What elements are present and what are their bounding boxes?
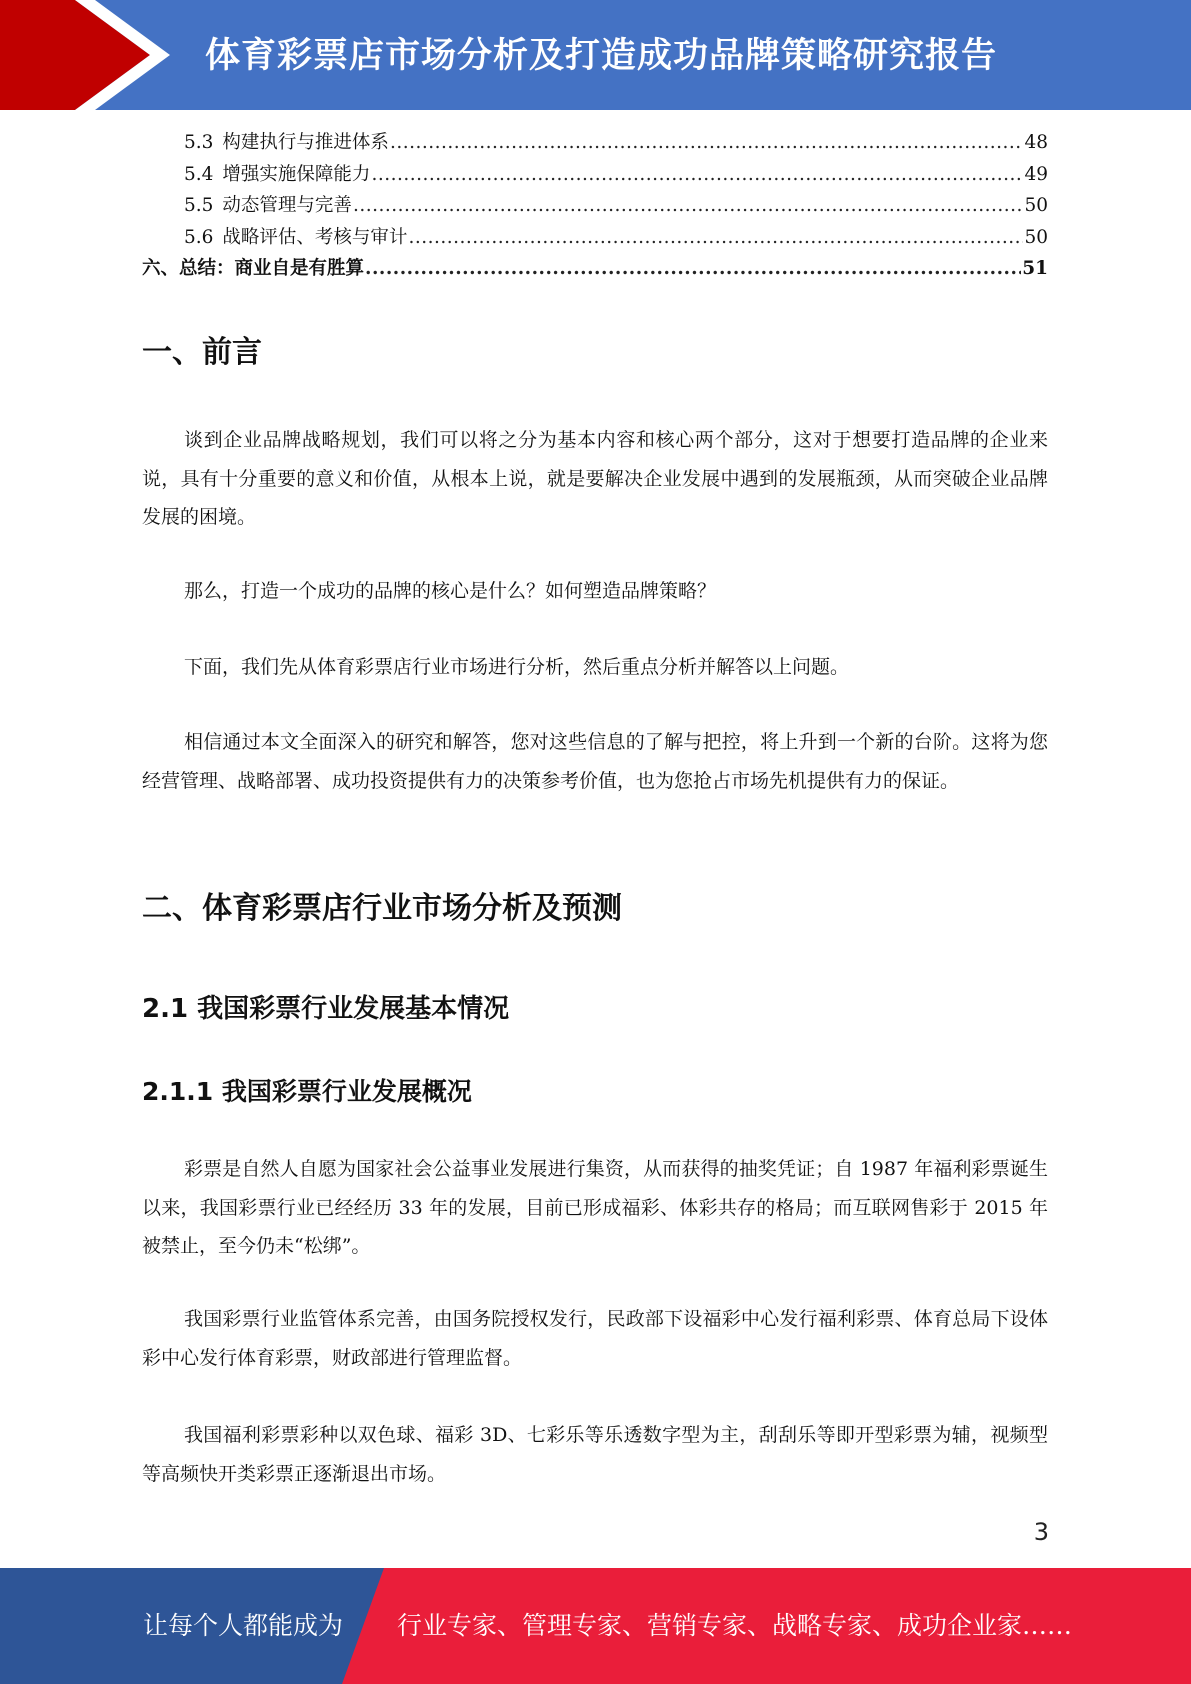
toc-entry-number: 5.4 [184,163,214,185]
footer-slogan-left: 让每个人都能成为 [143,1611,344,1640]
toc-entry-page: 51 [1022,258,1048,279]
toc-entry-page: 49 [1024,163,1048,185]
toc-leader-dots [408,227,1023,248]
page-number: 3 [1033,1518,1049,1546]
subsection-heading: 2.1 我国彩票行业发展基本情况 [142,994,510,1024]
body-paragraph: 彩票是自然人自愿为国家社会公益事业发展进行集资，从而获得的抽奖凭证；自 1987 年福利彩票诞生以来，我国彩票行业已经经历 33 年的发展，目前已形成福彩、体彩共存的格局；而互联网售彩于 2015 年被禁止，至今仍未“松绑”。 [142,1158,1048,1257]
body-paragraph: 相信通过本文全面深入的研究和解答，您对这些信息的了解与把控，将上升到一个新的台阶。这将为您经营管理、战略部署、成功投资提供有力的决策参考价值，也为您抢占市场先机提供有力的保证。 [142,731,1048,792]
toc-entry[interactable] [142,223,1048,255]
toc-leader-dots [365,258,1021,279]
footer-slogan-right: 行业专家、管理专家、营销专家、战略专家、成功企业家…… [397,1611,1073,1640]
body-paragraph: 我国彩票行业监管体系完善，由国务院授权发行，民政部下设福彩中心发行福利彩票、体育总局下设体彩中心发行体育彩票，财政部进行管理监督。 [142,1308,1048,1369]
toc-entry-page: 48 [1024,132,1048,153]
subsubsection-heading: 2.1.1 我国彩票行业发展概况 [142,1077,472,1106]
body-paragraph: 谈到企业品牌战略规划，我们可以将之分为基本内容和核心两个部分，这对于想要打造品牌的企业来说，具有十分重要的意义和价值，从根本上说，就是要解决企业发展中遇到的发展瓶颈，从而突破企业品牌发展的困境。 [142,429,1048,528]
toc-entry[interactable] [142,160,1048,192]
header-banner [0,0,1191,110]
toc-leader-dots [371,164,1023,185]
toc-entry-page: 50 [1024,195,1048,216]
body-paragraph: 我国福利彩票彩种以双色球、福彩 3D、七彩乐等乐透数字型为主，刮刮乐等即开型彩票为辅，视频型等高频快开类彩票正逐渐退出市场。 [142,1424,1048,1485]
toc-leader-dots [353,195,1024,216]
toc-entry[interactable] [142,191,1048,223]
toc-entry-page: 50 [1024,226,1048,248]
document-title: 体育彩票店市场分析及打造成功品牌策略研究报告 [205,36,998,76]
section-heading-preface: 一、前言 [142,335,262,370]
toc-entry-number: 5.5 [184,195,214,216]
toc-entry-label: 动态管理与完善 [222,195,352,216]
toc-entry-number: 5.3 [184,132,214,153]
body-paragraph: 下面，我们先从体育彩票店行业市场进行分析，然后重点分析并解答以上问题。 [184,656,850,678]
toc-entry-number: 5.6 [184,226,214,248]
toc-entry[interactable] [142,128,1048,160]
toc-leader-dots [390,132,1024,153]
toc-entry-label: 增强实施保障能力 [222,163,371,185]
section-heading-market-analysis: 二、体育彩票店行业市场分析及预测 [142,891,622,926]
toc-entry[interactable] [142,254,1048,286]
toc-entry-label: 六、总结：商业自是有胜算 [142,258,365,279]
table-of-contents [142,128,1048,286]
toc-entry-label: 战略评估、考核与审计 [222,226,408,248]
footer-banner [0,1568,1191,1684]
toc-entry-label: 构建执行与推进体系 [222,132,389,153]
body-paragraph: 那么，打造一个成功的品牌的核心是什么？如何塑造品牌策略？ [184,580,717,602]
